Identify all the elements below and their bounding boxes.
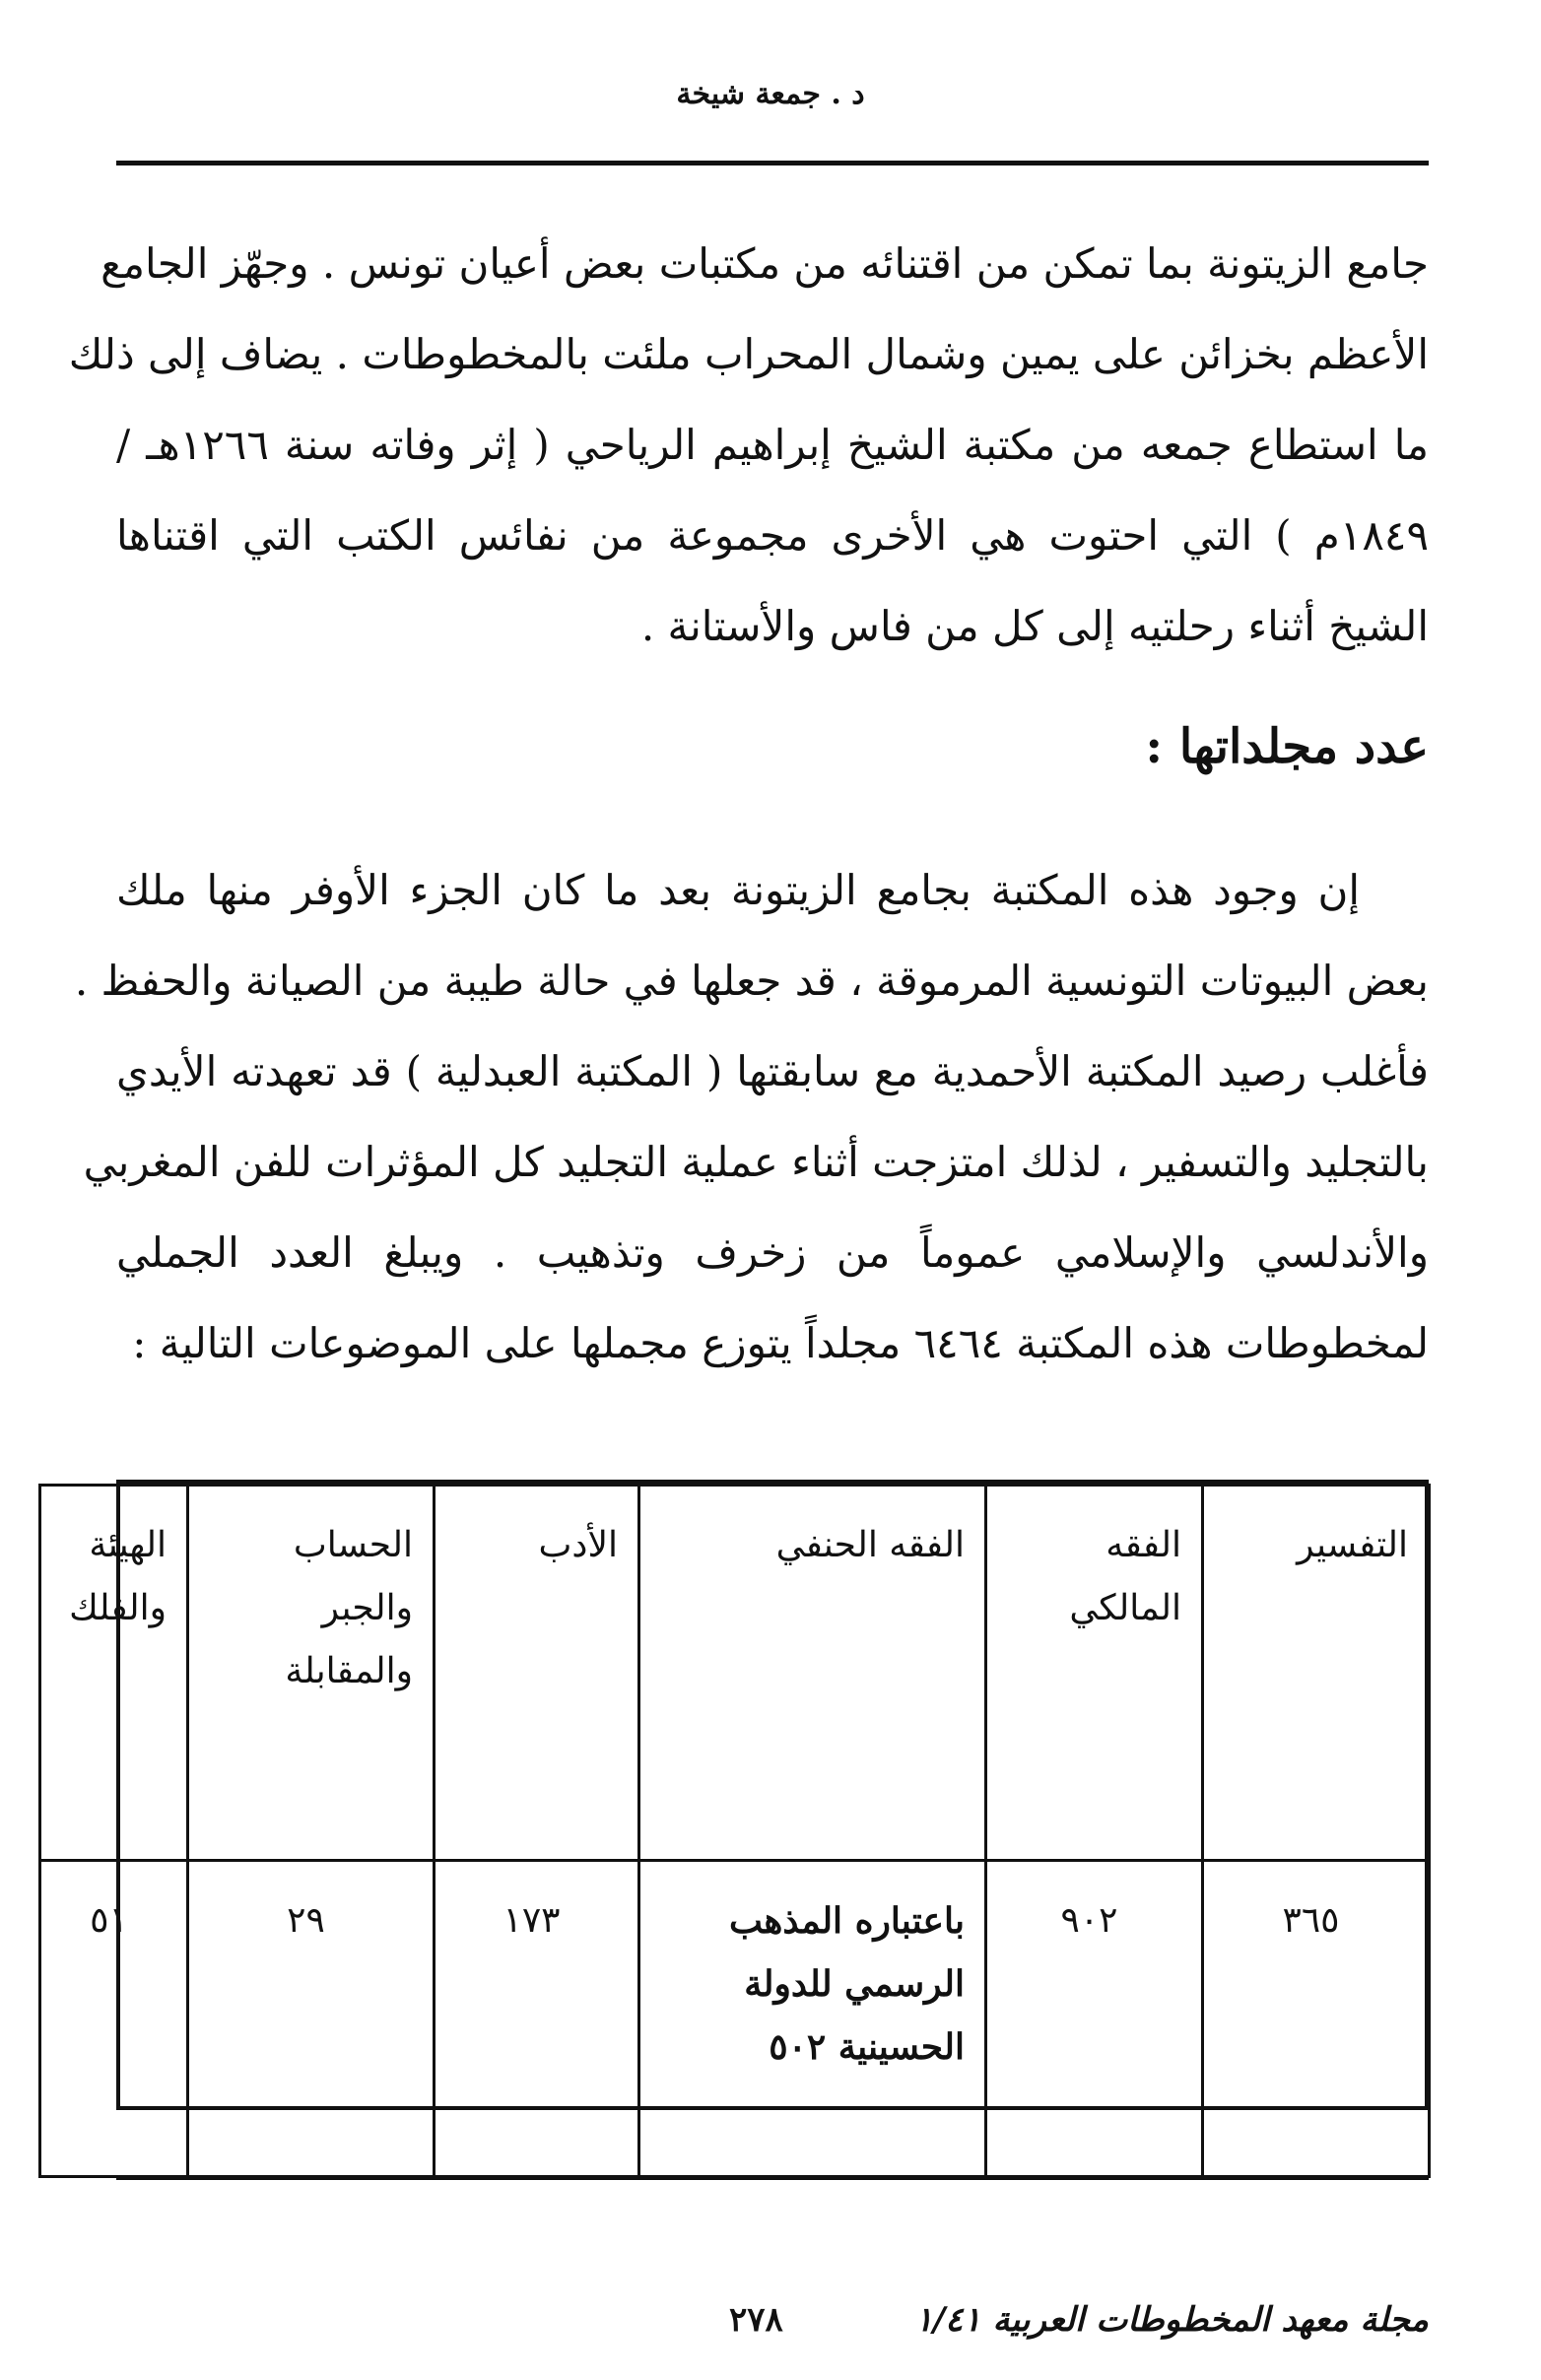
header-cell-hay: الهيئة والفلك [40,1486,188,1861]
page-number: ٢٧٨ [729,2300,783,2340]
paragraph-line: جامع الزيتونة بما تمكن من اقتنائه من مكتبات بعض أعيان تونس . وجهّز الجامع [100,239,1429,288]
running-head-author: د . جمعة شيخة [676,77,865,111]
header-cell-maliki: الفقه المالكي [986,1486,1203,1861]
paragraph-line: والأندلسي والإسلامي عموماً من زخرف وتذهيب . ويبلغ العدد الجملي [116,1228,1429,1277]
value-cell-maliki: ٩٠٢ [986,1861,1203,2177]
paragraph-line: لمخطوطات هذه المكتبة ٦٤٦٤ مجلداً يتوزع مجملها على الموضوعات التالية : [132,1319,1429,1367]
header-cell-adab: الأدب [435,1486,639,1861]
paragraph-line: بالتجليد والتسفير ، لذلك امتزجت أثناء عملية التجليد كل المؤثرات للفن المغربي [83,1138,1429,1186]
table-header-row [40,1486,1430,1861]
journal-title: مجلة معهد المخطوطات العربية ١/٤١ [914,2300,1429,2340]
paragraph-2 [74,845,1429,1389]
header-cell-tafsir: التفسير [1203,1486,1430,1861]
header-cell-hisab: الحساب والجبر والمقابلة [188,1486,435,1861]
section-heading: عدد مجلداتها : [1145,719,1429,774]
paragraph-line: الأعظم بخزائن على يمين وشمال المحراب ملئت بالمخطوطات . يضاف إلى ذلك [68,330,1429,378]
paragraph-line: فأغلب رصيد المكتبة الأحمدية مع سابقتها ( المكتبة العبدلية ) قد تعهدته الأيدي [116,1047,1429,1095]
value-cell-tafsir: ٣٦٥ [1203,1861,1430,2177]
paragraph-line: بعض البيوتات التونسية المرموقة ، قد جعلها في حالة طيبة من الصيانة والحفظ . [74,957,1429,1005]
paragraph-1 [68,219,1429,672]
subject-volumes-table [69,1480,1429,2110]
value-cell-hay: ٥١ [40,1861,188,2177]
paragraph-line: إن وجود هذه المكتبة بجامع الزيتونة بعد ما كان الجزء الأوفر منها ملك [116,866,1360,914]
value-cell-adab: ١٧٣ [435,1861,639,2177]
paragraph-line: ١٨٤٩م ) التي احتوت هي الأخرى مجموعة من نفائس الكتب التي اقتناها [116,511,1429,560]
value-cell-hisab: ٢٩ [188,1861,435,2177]
value-cell-hanafi: باعتباره المذهب الرسمي للدولة الحسينية ٥٠٢ [639,1861,986,2177]
header-rule [116,161,1429,165]
paragraph-line: الشيخ أثناء رحلتيه إلى كل من فاس والأستانة . [640,602,1429,650]
footer-rule [116,2175,1429,2180]
paragraph-line: ما استطاع جمعه من مكتبة الشيخ إبراهيم الرياحي ( إثر وفاته سنة ١٢٦٦هـ / [116,421,1429,469]
table-value-row [40,1861,1430,2177]
stats-table [38,1484,1431,2178]
header-cell-hanafi: الفقه الحنفي [639,1486,986,1861]
